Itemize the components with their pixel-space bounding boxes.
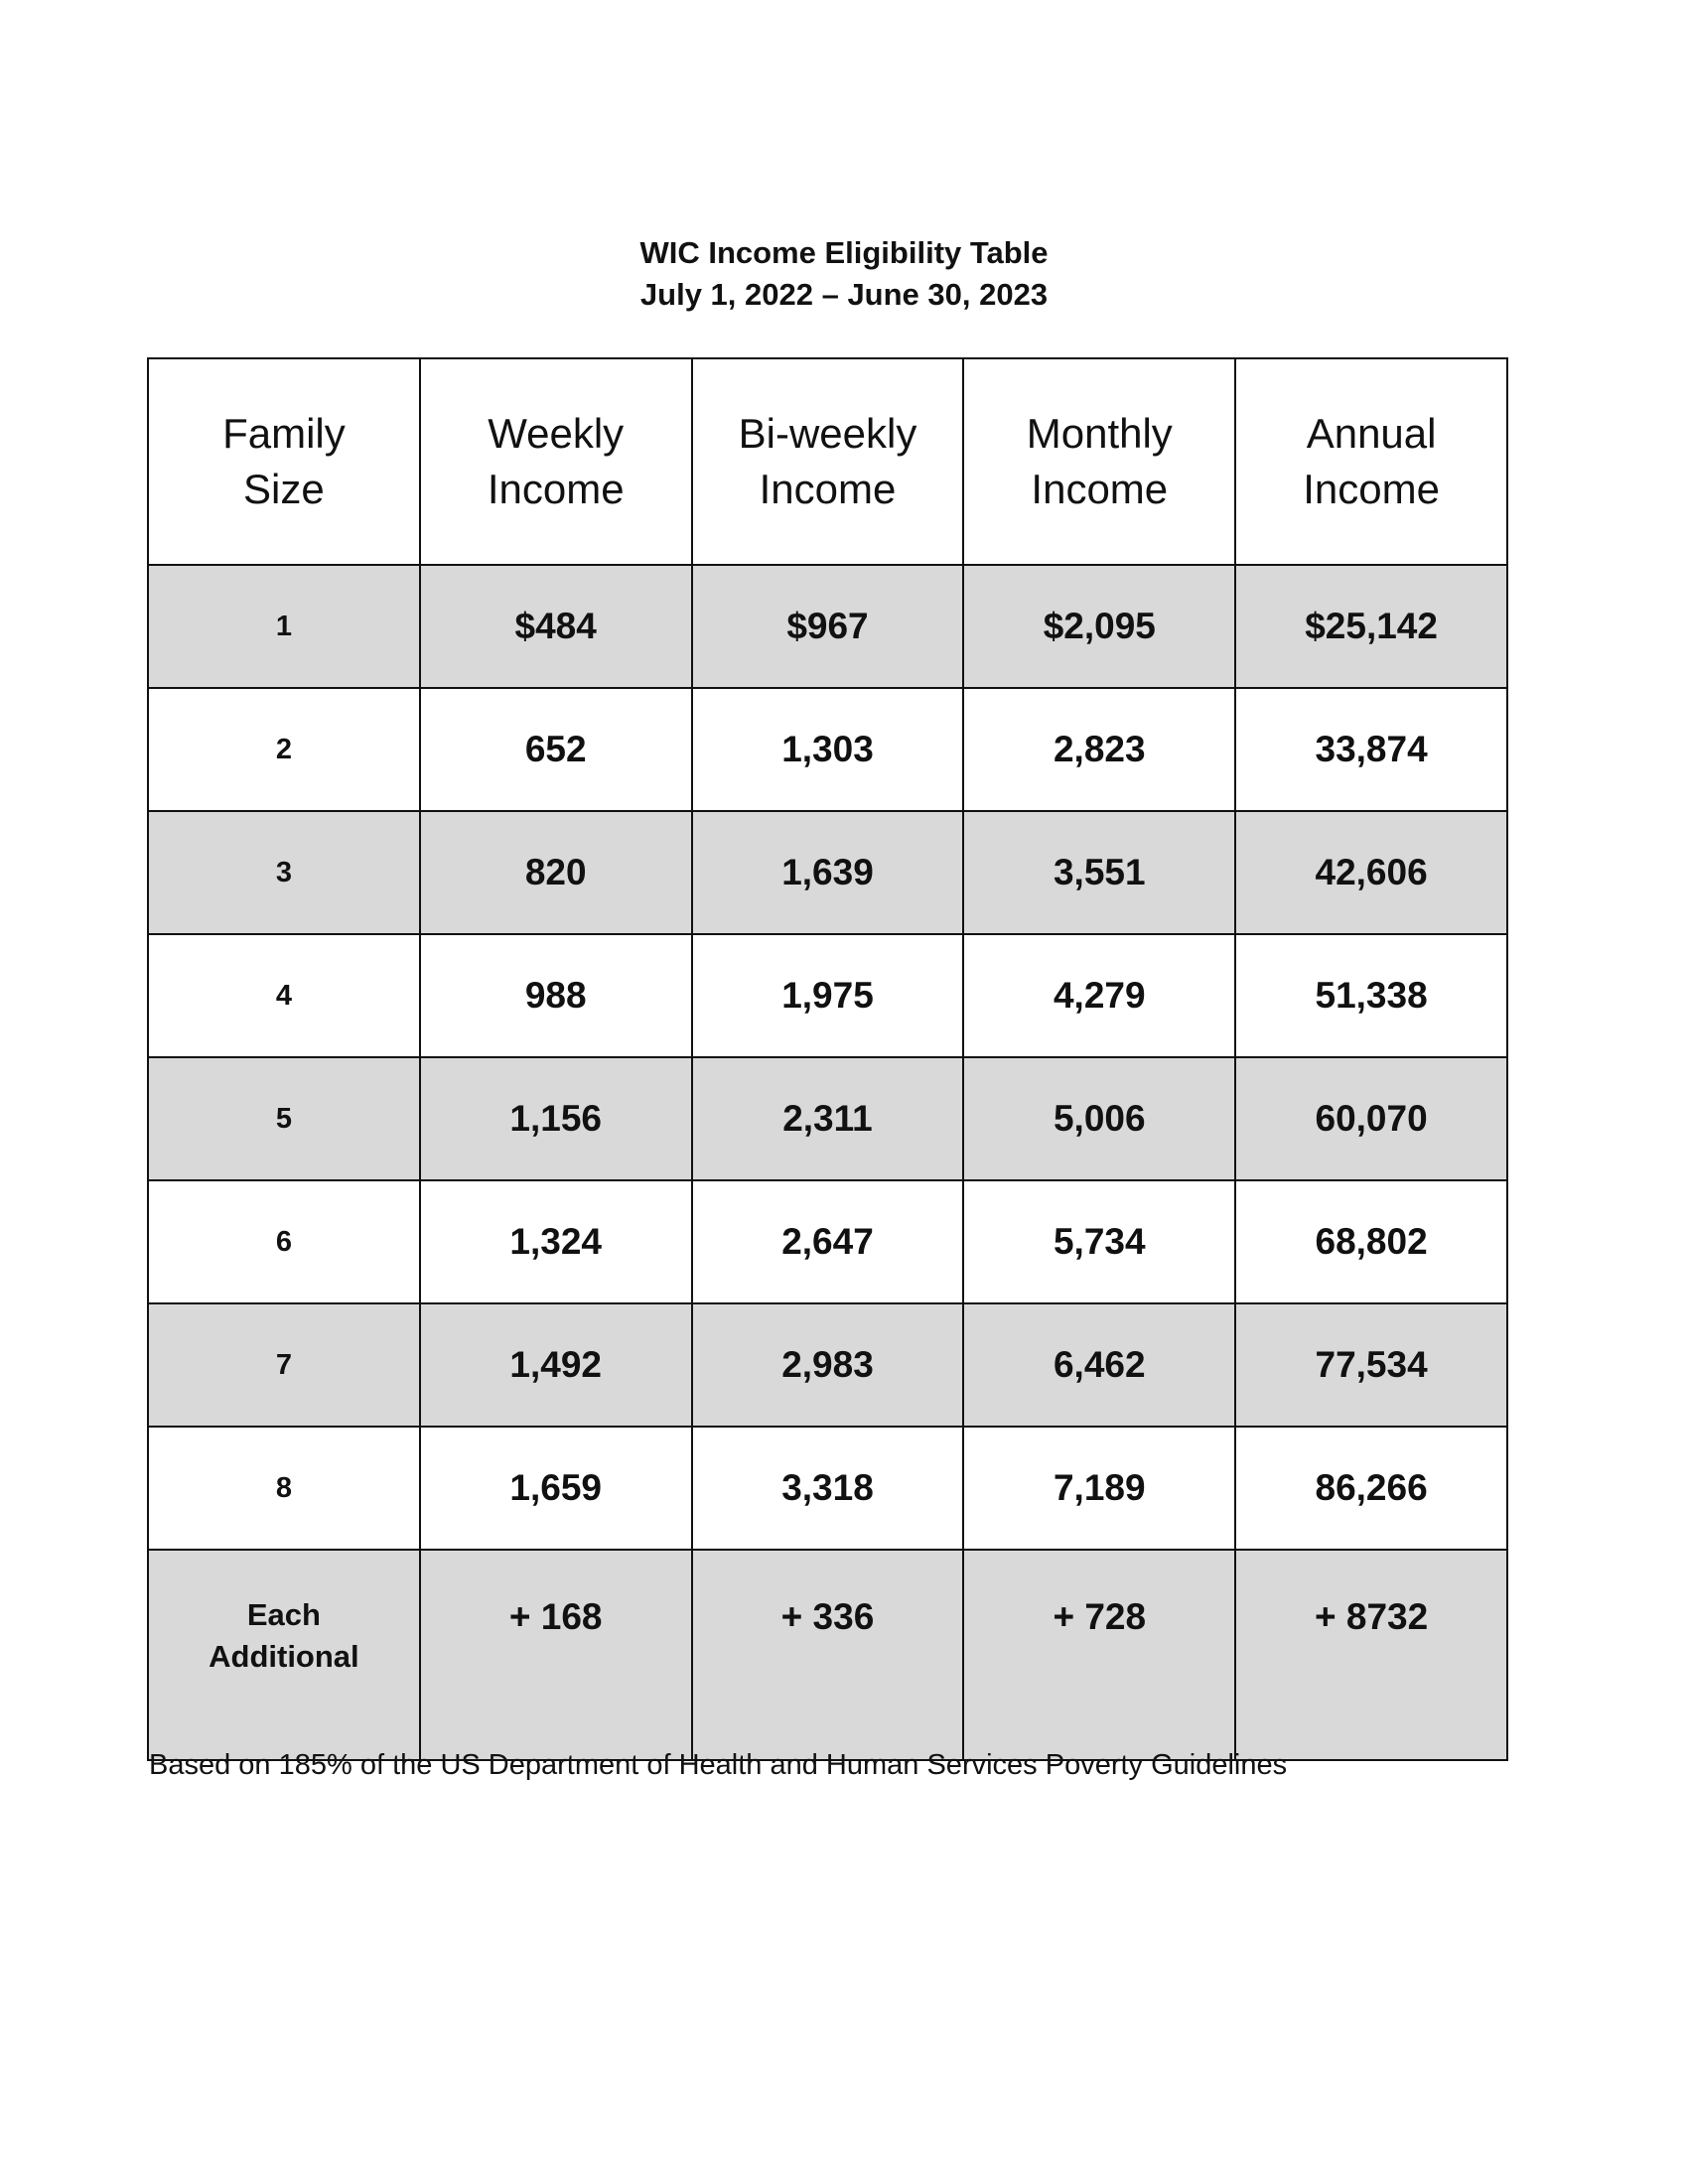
family-size-cell: 5 [148, 1057, 420, 1180]
monthly-income-cell: 6,462 [963, 1303, 1235, 1427]
biweekly-income-cell: 1,303 [692, 688, 964, 811]
weekly-additional-cell: + 168 [420, 1550, 692, 1760]
weekly-income-cell: $484 [420, 565, 692, 688]
annual-additional-cell: + 8732 [1235, 1550, 1507, 1760]
monthly-income-cell: 5,006 [963, 1057, 1235, 1180]
table-row [148, 1303, 1507, 1427]
income-eligibility-table [147, 357, 1508, 1761]
annual-income-cell: $25,142 [1235, 565, 1507, 688]
biweekly-income-cell: $967 [692, 565, 964, 688]
annual-income-cell: 86,266 [1235, 1427, 1507, 1550]
annual-income-cell: 51,338 [1235, 934, 1507, 1057]
table-row [148, 688, 1507, 811]
each-additional-row [148, 1550, 1507, 1760]
monthly-income-cell: $2,095 [963, 565, 1235, 688]
weekly-income-cell: 1,156 [420, 1057, 692, 1180]
monthly-additional-cell: + 728 [963, 1550, 1235, 1760]
table-row [148, 1057, 1507, 1180]
title-line-1: WIC Income Eligibility Table [639, 235, 1049, 270]
monthly-income-cell: 7,189 [963, 1427, 1235, 1550]
annual-income-cell: 68,802 [1235, 1180, 1507, 1303]
monthly-income-cell: 4,279 [963, 934, 1235, 1057]
family-size-cell: 2 [148, 688, 420, 811]
table-row [148, 1427, 1507, 1550]
biweekly-income-cell: 2,311 [692, 1057, 964, 1180]
family-size-cell: 8 [148, 1427, 420, 1550]
biweekly-income-cell: 2,647 [692, 1180, 964, 1303]
weekly-income-cell: 988 [420, 934, 692, 1057]
biweekly-income-cell: 2,983 [692, 1303, 964, 1427]
table-row [148, 1180, 1507, 1303]
weekly-income-cell: 1,324 [420, 1180, 692, 1303]
family-size-cell: 6 [148, 1180, 420, 1303]
header-row [148, 358, 1507, 565]
weekly-income-cell: 1,492 [420, 1303, 692, 1427]
monthly-income-cell: 5,734 [963, 1180, 1235, 1303]
annual-income-cell: 77,534 [1235, 1303, 1507, 1427]
header-weekly-income: Weekly Income [420, 358, 692, 565]
monthly-income-cell: 3,551 [963, 811, 1235, 934]
weekly-income-cell: 652 [420, 688, 692, 811]
family-size-cell: 1 [148, 565, 420, 688]
table-row [148, 934, 1507, 1057]
header-family-size: Family Size [148, 358, 420, 565]
annual-income-cell: 60,070 [1235, 1057, 1507, 1180]
annual-income-cell: 42,606 [1235, 811, 1507, 934]
biweekly-income-cell: 1,975 [692, 934, 964, 1057]
biweekly-income-cell: 3,318 [692, 1427, 964, 1550]
monthly-income-cell: 2,823 [963, 688, 1235, 811]
title-line-2: July 1, 2022 – June 30, 2023 [639, 277, 1049, 312]
footnote: Based on 185% of the US Department of Health and Human Services Poverty Guidelines [149, 1749, 1288, 1781]
each-additional-label: Each Additional [148, 1550, 420, 1760]
family-size-cell: 3 [148, 811, 420, 934]
header-biweekly-income: Bi-weekly Income [692, 358, 964, 565]
family-size-cell: 4 [148, 934, 420, 1057]
weekly-income-cell: 1,659 [420, 1427, 692, 1550]
header-monthly-income: Monthly Income [963, 358, 1235, 565]
annual-income-cell: 33,874 [1235, 688, 1507, 811]
table-row [148, 565, 1507, 688]
family-size-cell: 7 [148, 1303, 420, 1427]
table-row [148, 811, 1507, 934]
biweekly-additional-cell: + 336 [692, 1550, 964, 1760]
biweekly-income-cell: 1,639 [692, 811, 964, 934]
weekly-income-cell: 820 [420, 811, 692, 934]
document-title [0, 232, 1688, 316]
header-annual-income: Annual Income [1235, 358, 1507, 565]
